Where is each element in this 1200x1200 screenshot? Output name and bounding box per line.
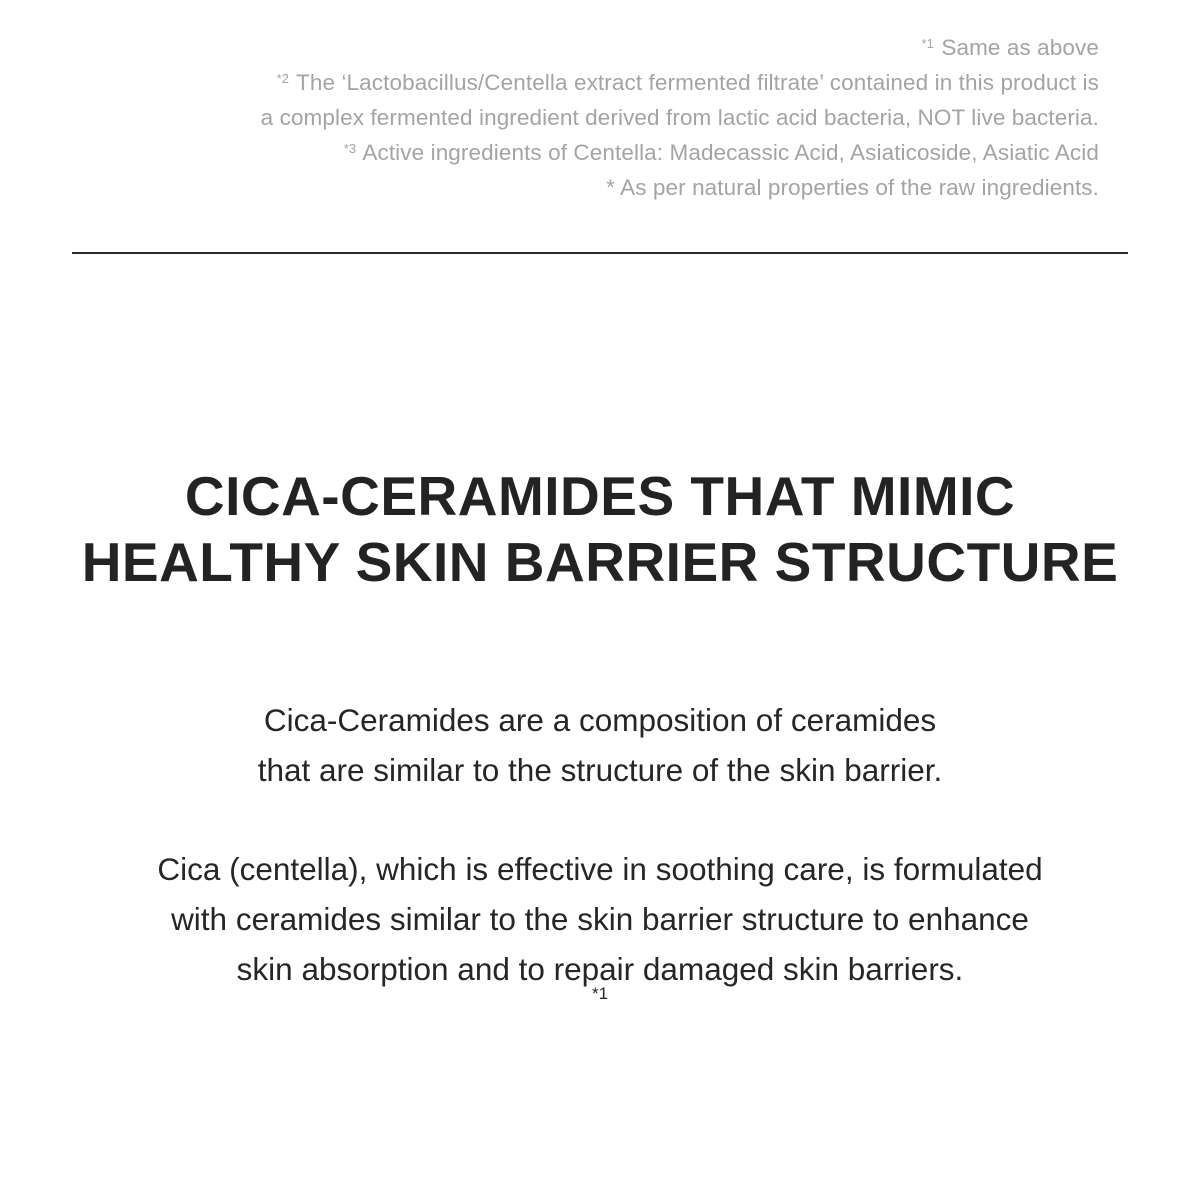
intro-line-1: Cica-Ceramides are a composition of ceramides xyxy=(263,702,937,738)
footnote-1 xyxy=(99,30,1099,65)
footnote-text: The ‘Lactobacillus/Centella extract fermented filtrate’ contained in this product is xyxy=(296,70,1099,95)
footnote-marker: * xyxy=(606,175,615,200)
detail-line-3: skin absorption and to repair damaged skin barriers. *1 xyxy=(0,944,1200,994)
detail-line-3-text: skin absorption and to repair damaged skin barriers. xyxy=(236,951,964,987)
footnote-text: As per natural properties of the raw ingredients. xyxy=(620,175,1099,200)
headline xyxy=(0,463,1200,595)
detail-line-1: Cica (centella), which is effective in soothing care, is formulated xyxy=(157,851,1043,887)
headline-line-2: HEALTHY SKIN BARRIER STRUCTURE xyxy=(81,531,1119,593)
intro-line-2: that are similar to the structure of the skin barrier. xyxy=(257,752,943,788)
footnote-text: Active ingredients of Centella: Madecassic Acid, Asiaticoside, Asiatic Acid xyxy=(362,140,1099,165)
footnotes-block xyxy=(99,30,1099,205)
divider-line xyxy=(72,252,1128,254)
footnote-3 xyxy=(99,135,1099,170)
footnote-2-line-2 xyxy=(99,100,1099,135)
detail-paragraph xyxy=(0,844,1200,1003)
footnote-text: Same as above xyxy=(941,35,1099,60)
footnote-4 xyxy=(99,170,1099,205)
detail-line-2: with ceramides similar to the skin barrier structure to enhance xyxy=(171,901,1029,937)
footnote-marker: *2 xyxy=(276,71,290,86)
intro-paragraph xyxy=(0,695,1200,795)
headline-line-1: CICA-CERAMIDES THAT MIMIC xyxy=(184,465,1016,527)
footnote-text: a complex fermented ingredient derived from lactic acid bacteria, NOT live bacteria. xyxy=(260,105,1099,130)
footnote-marker: *3 xyxy=(343,141,357,156)
footnote-marker: *1 xyxy=(921,36,934,51)
footnote-2-line-1 xyxy=(99,65,1099,100)
